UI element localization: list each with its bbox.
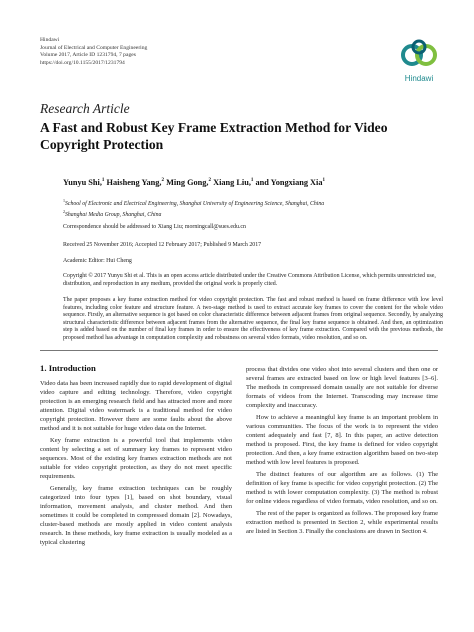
correspondence: Correspondence should be addressed to Xiang Liu; morningcall@sues.edu.cn [63, 224, 246, 230]
author-affil-mark: 1 [322, 178, 325, 184]
author-name: Yunyu Shi, [63, 178, 102, 187]
volume-line: Volume 2017, Article ID 1231794, 7 pages [40, 52, 136, 59]
hindawi-logo-icon [396, 36, 442, 74]
body-column-left [40, 379, 232, 550]
abstract: The paper proposes a key frame extraction method for video copyright protection. The fast and robust method is based on frame difference with low level features, including color feature and structure feature. A two-stage method is used to extract accurate key frames to cover the content for the whole video sequence. Firstly, an alternative sequence is got based on color characteristic difference between adjacent frames from original sequence. Secondly, by analyzing structural characteristic difference between adjacent frames from the alternative sequence, the final key frame sequence is obtained. And then, an optimization step is added based on the number of final key frames in order to ensure the effectiveness of key frame extraction. Compared with the previous methods, the proposed method has advantage in computation complexity and robustness on several video formats, video resolution, and so on. [63, 297, 443, 341]
affiliation-line [63, 197, 324, 208]
body-paragraph: Key frame extraction is a powerful tool that implements video content by selecting a set of summary key frames to represent video sequences. Most of the existing key frames extraction methods are not suitable for video copyright protection, as they do not meet specific requirements. [40, 437, 232, 480]
body-paragraph: Generally, key frame extraction techniques can be roughly categorized into four types [1], based on shot boundary, visual information, movement analysis, and cluster method. And then sometimes it could be completed in compressed domain [2]. Nowadays, cluster-based methods are mostly applied in video content analysis research. In these methods, key frame extraction is usually modeled as a typical clustering [40, 485, 232, 546]
body-paragraph: process that divides one video shot into several clusters and then one or several frames are extracted based on low or high level features [3–6]. The methods in compressed domain usually are not suitable for diverse formats of videos from the Internet. Transcoding may increase time complexity and inaccuracy. [246, 366, 438, 409]
hindawi-logo [396, 36, 442, 86]
affiliations [63, 197, 324, 219]
author-affil-mark: 1 [250, 178, 254, 184]
affiliation-mark: 2 [63, 208, 65, 214]
publication-dates: Received 25 November 2016; Accepted 12 February 2017; Published 9 March 2017 [63, 242, 262, 248]
body-paragraph: The rest of the paper is organized as follows. The proposed key frame extraction method is presented in Section 2, while experimental results are listed in Section 3. Finally the conclusions are drawn in Section 4. [246, 510, 438, 535]
journal-header [40, 37, 147, 67]
body-paragraph: The distinct features of our algorithm are as follows. (1) The definition of key frame is specific for video copyright protection. (2) The method is with lower computation complexity. (3) The method is robust for online videos regardless of video formats, video resolution, and so on. [246, 471, 438, 505]
affiliation-mark: 1 [63, 198, 65, 203]
article-type: Research Article [40, 101, 130, 116]
author-list [63, 178, 325, 187]
publisher-name: Hindawi [40, 37, 60, 43]
body-paragraph: How to achieve a meaningful key frame is an important problem in various communities. The focus of the work is to represent the video content adequately and fast [7, 8]. In this paper, an active detection method is proposed. First, the key frame is defined for video copyright protection. And then, a key frame extraction algorithm based on two-step method with low level features is proposed. [246, 414, 438, 466]
affiliation-text: School of Electronic and Electrical Engineering, Shanghai University of Engineering Science, Shanghai, China [65, 200, 325, 207]
body-paragraph: Video data has been increased rapidly due to rapid development of digital video capture and editing technology. Therefore, video copyright protection is an emerging research field and has attracted more and more attention. Digital video watermark is a traditional method for video copyright protection. However there are some faults about the above method and it is not suitable for huge video data on the Internet. [40, 380, 232, 432]
body-column-right [246, 365, 438, 539]
affiliation-text: Shanghai Media Group, Shanghai, China [65, 211, 162, 218]
author-name: Haisheng Yang, [106, 178, 162, 187]
copyright-notice: Copyright © 2017 Yunyu Shi et al. This is an open access article distributed under the Creative Commons Attribution License, which permits unrestricted use, distribution, and reproduction in any medium, provided the original work is properly cited. [63, 273, 436, 287]
author-name: and Yongxiang Xia [255, 178, 323, 187]
section-heading: 1. Introduction [40, 363, 96, 373]
section-divider [40, 350, 438, 351]
author-name: Ming Gong, [166, 178, 209, 187]
affiliation-line [63, 208, 324, 219]
article-title: A Fast and Robust Key Frame Extraction Method for Video Copyright Protection [40, 120, 388, 152]
logo-text: Hindawi [404, 74, 434, 83]
doi-link[interactable]: https://doi.org/10.1155/2017/1231794 [40, 59, 125, 66]
journal-name: Journal of Electrical and Computer Engineering [40, 44, 148, 51]
author-affil-mark: 2 [161, 178, 165, 184]
author-name: Xiang Liu, [213, 178, 251, 187]
author-affil-mark: 2 [208, 178, 212, 184]
academic-editor: Academic Editor: Hui Cheng [63, 258, 132, 264]
author-affil-mark: 1 [101, 178, 105, 184]
